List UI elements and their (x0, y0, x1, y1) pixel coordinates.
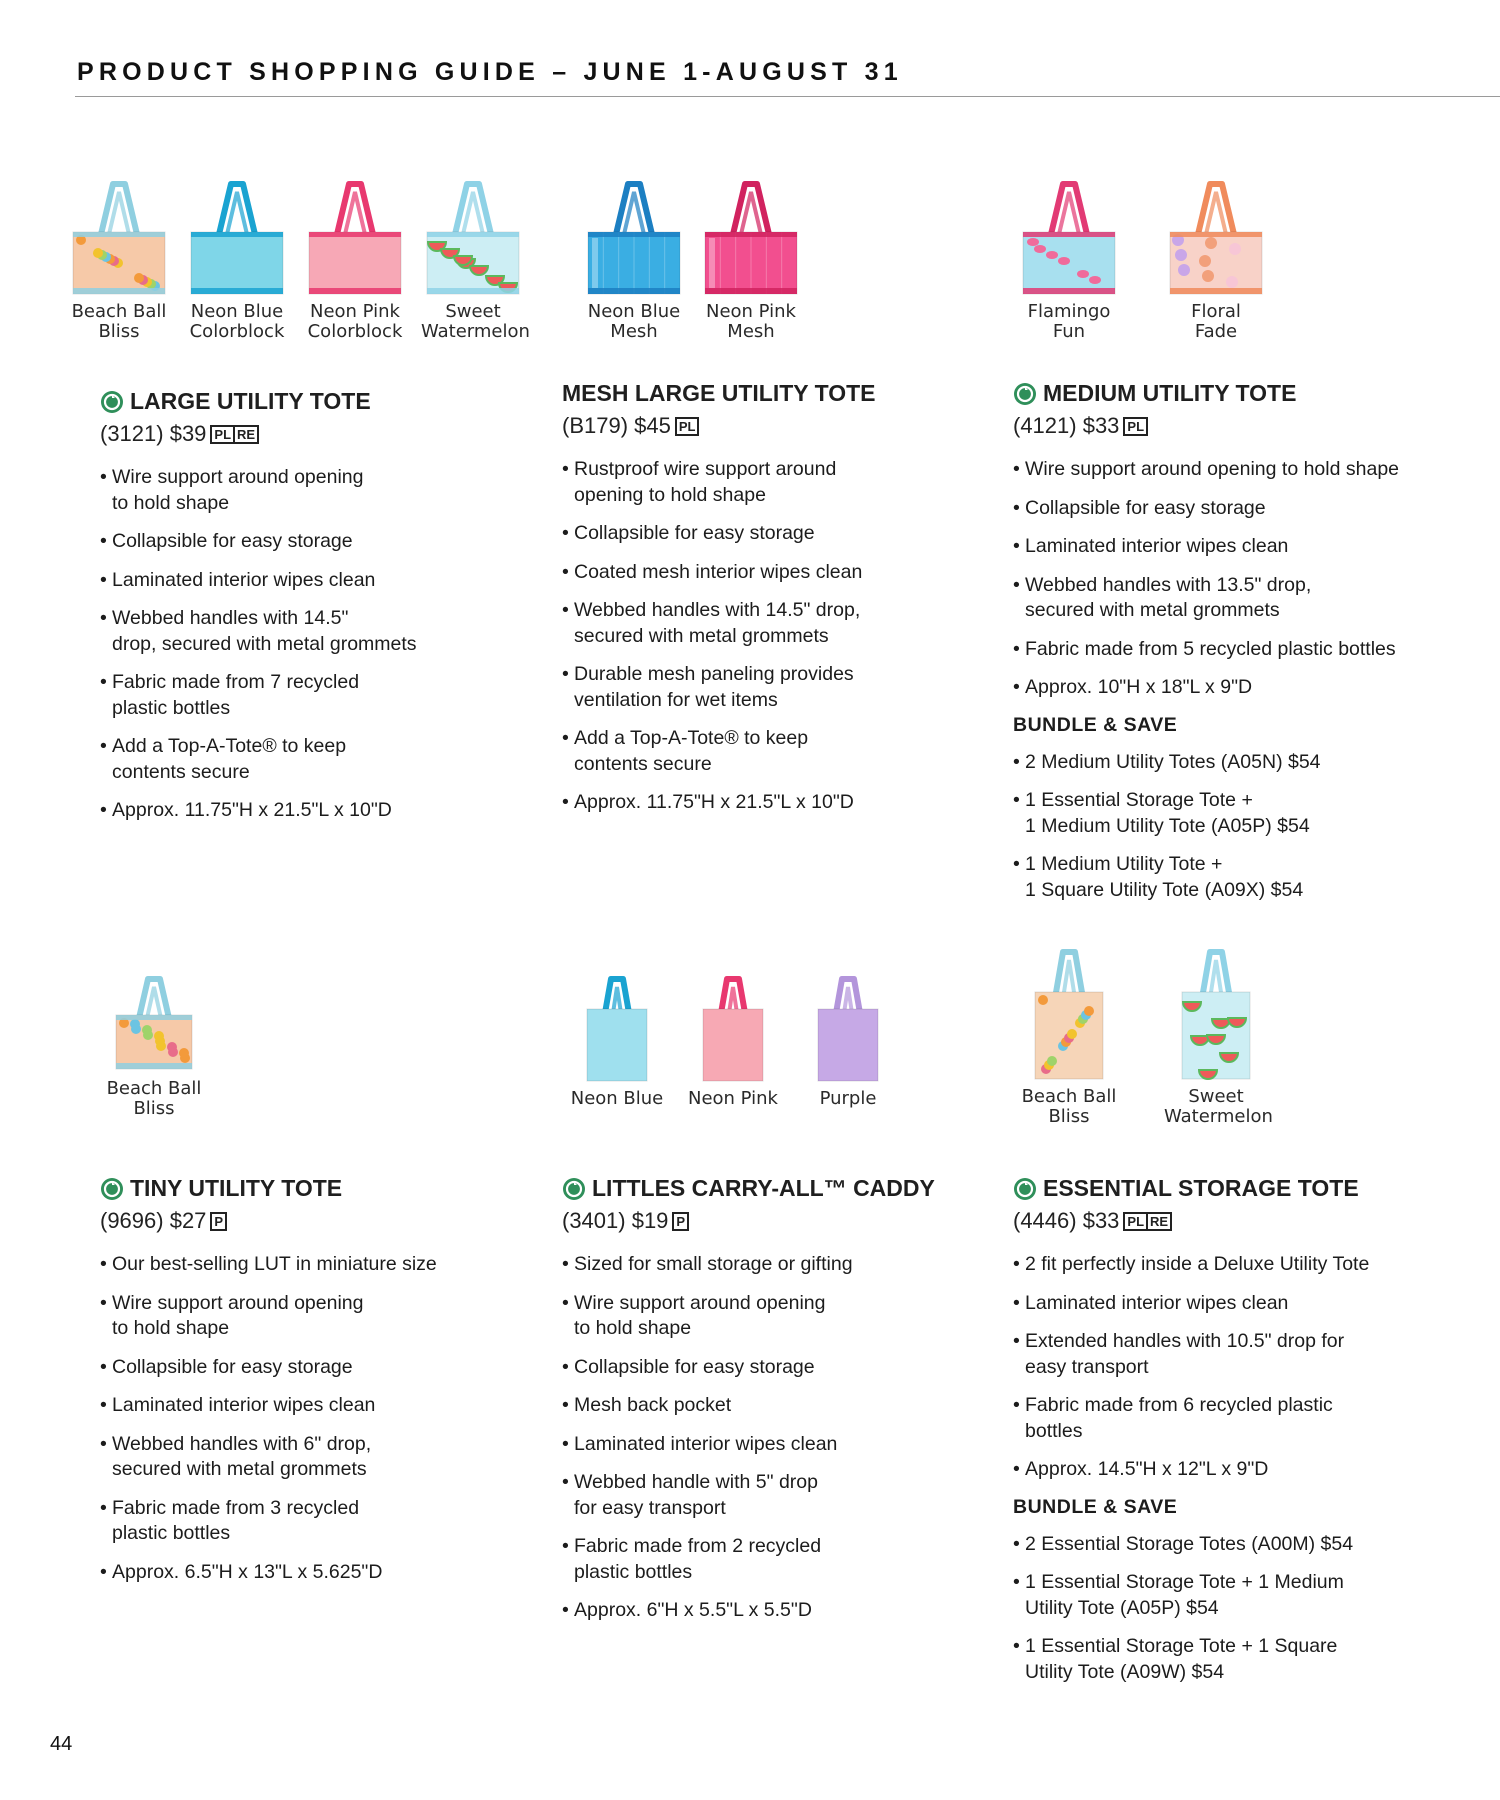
bundle-heading: BUNDLE & SAVE (1013, 713, 1178, 736)
tote-image (1017, 948, 1121, 1083)
product-title (562, 380, 992, 407)
tote-image (1164, 948, 1268, 1083)
product-price-text: (4121) $33 (1013, 413, 1120, 438)
product-code-price (562, 413, 992, 439)
recycle-icon (1013, 382, 1037, 406)
tote-image (699, 180, 803, 298)
feature-item: • Collapsible for easy storage (562, 1355, 992, 1381)
product-swatch[interactable] (67, 180, 171, 342)
badge-group (1125, 1212, 1172, 1231)
feature-item: • Approx. 14.5"H x 12"L x 9"D (1013, 1457, 1443, 1483)
product-title (100, 1175, 530, 1202)
personalization-badge: PL (1123, 417, 1148, 436)
swatch-label: Neon Pink Mesh (706, 301, 796, 342)
feature-list (100, 1252, 530, 1585)
product-price-text: (9696) $27 (100, 1208, 207, 1233)
personalization-badge: PL (675, 417, 700, 436)
tote-image (67, 180, 171, 298)
feature-item: • Fabric made from 6 recycled plastic bottles (1013, 1393, 1443, 1444)
feature-item: • Wire support around opening to hold shape (562, 1291, 992, 1342)
feature-item: • Durable mesh paneling provides ventilation for wet items (562, 662, 992, 713)
feature-item: • Extended handles with 10.5" drop for easy transport (1013, 1329, 1443, 1380)
product-title-text: LITTLES CARRY-ALL™ CADDY (592, 1175, 935, 1201)
product-title-text: ESSENTIAL STORAGE TOTE (1043, 1175, 1359, 1201)
bundle-item: • 2 Medium Utility Totes (A05N) $54 (1013, 750, 1443, 776)
swatch-label: Sweet Watermelon (421, 301, 530, 342)
product-swatch[interactable] (582, 180, 686, 342)
product-price-text: (B179) $45 (562, 413, 671, 438)
product-code-price (100, 421, 530, 447)
personalization-badge: RE (1146, 1212, 1172, 1231)
swatch-label: Neon Blue Colorblock (189, 301, 285, 342)
header-divider (75, 96, 1500, 97)
badge-group (1125, 417, 1148, 436)
feature-list (1013, 457, 1443, 701)
feature-item: • Collapsible for easy storage (1013, 496, 1443, 522)
feature-item: • Approx. 6"H x 5.5"L x 5.5"D (562, 1598, 992, 1624)
product-swatch[interactable] (681, 975, 785, 1109)
bundle-item: • 1 Essential Storage Tote + 1 Square Utility Tote (A09W) $54 (1013, 1634, 1443, 1685)
product-code-price (1013, 413, 1443, 439)
personalization-badge: PL (1123, 1212, 1148, 1231)
bundle-item: • 2 Essential Storage Totes (A00M) $54 (1013, 1532, 1443, 1558)
feature-item: • Mesh back pocket (562, 1393, 992, 1419)
product-title-text: MEDIUM UTILITY TOTE (1043, 380, 1297, 406)
page-number: 44 (50, 1733, 73, 1755)
product-section (1013, 380, 1443, 916)
recycle-icon (1013, 1177, 1037, 1201)
tote-image (565, 975, 669, 1085)
product-section (1013, 1175, 1443, 1698)
tote-image (1017, 180, 1121, 298)
product-code-price (1013, 1208, 1443, 1234)
feature-item: • Wire support around opening to hold shape (100, 1291, 530, 1342)
tote-image (303, 180, 407, 298)
bundle-item: • 1 Medium Utility Tote + 1 Square Utility Tote (A09X) $54 (1013, 852, 1443, 903)
product-price-text: (4446) $33 (1013, 1208, 1120, 1233)
personalization-badge: P (672, 1212, 689, 1231)
personalization-badge: P (210, 1212, 227, 1231)
product-swatch[interactable] (421, 180, 530, 342)
tote-image (102, 975, 206, 1075)
product-swatch[interactable] (102, 975, 206, 1119)
swatch-label: Flamingo Fun (1027, 301, 1111, 342)
product-swatch[interactable] (1164, 180, 1268, 342)
feature-item: • Webbed handles with 14.5" drop, secured with metal grommets (100, 606, 530, 657)
product-code-price (562, 1208, 992, 1234)
feature-item: • 2 fit perfectly inside a Deluxe Utility Tote (1013, 1252, 1443, 1278)
feature-item: • Wire support around opening to hold shape (100, 465, 530, 516)
feature-item: • Approx. 6.5"H x 13"L x 5.625"D (100, 1560, 530, 1586)
bundle-list (1013, 1532, 1443, 1686)
tote-image (681, 975, 785, 1085)
product-swatch[interactable] (1017, 948, 1121, 1127)
feature-item: • Laminated interior wipes clean (1013, 534, 1443, 560)
personalization-badge: RE (233, 425, 259, 444)
product-section (100, 388, 530, 837)
swatch-label: Beach Ball Bliss (106, 1078, 202, 1119)
swatch-label: Floral Fade (1191, 301, 1241, 342)
feature-item: • Webbed handles with 14.5" drop, secured with metal grommets (562, 598, 992, 649)
product-section (100, 1175, 530, 1598)
feature-item: • Laminated interior wipes clean (100, 568, 530, 594)
feature-item: • Approx. 11.75"H x 21.5"L x 10"D (562, 790, 992, 816)
feature-item: • Coated mesh interior wipes clean (562, 560, 992, 586)
swatch-label: Neon Pink Colorblock (307, 301, 403, 342)
recycle-icon (100, 1177, 124, 1201)
feature-item: • Laminated interior wipes clean (1013, 1291, 1443, 1317)
recycle-icon (100, 390, 124, 414)
bundle-item: • 1 Essential Storage Tote + 1 Medium Utility Tote (A05P) $54 (1013, 788, 1443, 839)
tote-image (796, 975, 900, 1085)
product-section (562, 380, 992, 829)
feature-item: • Fabric made from 7 recycled plastic bottles (100, 670, 530, 721)
tote-image (1164, 180, 1268, 298)
feature-item: • Rustproof wire support around opening to hold shape (562, 457, 992, 508)
badge-group (212, 1212, 227, 1231)
badge-group (212, 425, 259, 444)
feature-item: • Our best-selling LUT in miniature size (100, 1252, 530, 1278)
product-title-text: TINY UTILITY TOTE (130, 1175, 343, 1201)
feature-list (100, 465, 530, 824)
product-title (1013, 1175, 1443, 1202)
product-swatch[interactable] (565, 975, 669, 1109)
product-swatch[interactable] (1017, 180, 1121, 342)
feature-item: • Webbed handle with 5" drop for easy transport (562, 1470, 992, 1521)
product-swatch[interactable] (303, 180, 407, 342)
feature-item: • Laminated interior wipes clean (100, 1393, 530, 1419)
feature-item: • Add a Top-A-Tote® to keep contents secure (100, 734, 530, 785)
tote-image (421, 180, 525, 298)
swatch-label: Neon Blue Mesh (587, 301, 681, 342)
feature-item: • Approx. 10"H x 18"L x 9"D (1013, 675, 1443, 701)
page-title: PRODUCT SHOPPING GUIDE – JUNE 1-AUGUST 31 (77, 58, 903, 86)
feature-list (562, 457, 992, 816)
swatch-label: Sweet Watermelon (1164, 1086, 1273, 1127)
swatch-label: Purple (819, 1088, 877, 1109)
feature-item: • Laminated interior wipes clean (562, 1432, 992, 1458)
feature-list (1013, 1252, 1443, 1483)
feature-item: • Webbed handles with 13.5" drop, secured with metal grommets (1013, 573, 1443, 624)
product-section (562, 1175, 992, 1637)
bundle-item: • 1 Essential Storage Tote + 1 Medium Utility Tote (A05P) $54 (1013, 1570, 1443, 1621)
product-title (562, 1175, 992, 1202)
product-code-price (100, 1208, 530, 1234)
feature-item: • Fabric made from 2 recycled plastic bottles (562, 1534, 992, 1585)
tote-image (582, 180, 686, 298)
feature-list (562, 1252, 992, 1624)
feature-item: • Collapsible for easy storage (100, 529, 530, 555)
feature-item: • Collapsible for easy storage (100, 1355, 530, 1381)
product-swatch[interactable] (185, 180, 289, 342)
feature-item: • Webbed handles with 6" drop, secured with metal grommets (100, 1432, 530, 1483)
recycle-icon (562, 1177, 586, 1201)
feature-item: • Wire support around opening to hold shape (1013, 457, 1443, 483)
swatch-label: Beach Ball Bliss (1021, 1086, 1117, 1127)
product-price-text: (3121) $39 (100, 421, 207, 446)
badge-group (677, 417, 700, 436)
feature-item: • Fabric made from 3 recycled plastic bottles (100, 1496, 530, 1547)
swatch-label: Neon Pink (688, 1088, 778, 1109)
swatch-label: Neon Blue (570, 1088, 664, 1109)
product-swatch[interactable] (699, 180, 803, 342)
product-price-text: (3401) $19 (562, 1208, 669, 1233)
personalization-badge: PL (210, 425, 235, 444)
feature-item: • Approx. 11.75"H x 21.5"L x 10"D (100, 798, 530, 824)
bundle-list (1013, 750, 1443, 904)
feature-item: • Sized for small storage or gifting (562, 1252, 992, 1278)
product-title (1013, 380, 1443, 407)
feature-item: • Collapsible for easy storage (562, 521, 992, 547)
tote-image (185, 180, 289, 298)
product-title-text: MESH LARGE UTILITY TOTE (562, 380, 876, 406)
product-swatch[interactable] (796, 975, 900, 1109)
feature-item: • Add a Top-A-Tote® to keep contents secure (562, 726, 992, 777)
bundle-heading: BUNDLE & SAVE (1013, 1495, 1178, 1518)
feature-item: • Fabric made from 5 recycled plastic bottles (1013, 637, 1443, 663)
product-swatch[interactable] (1164, 948, 1273, 1127)
product-title-text: LARGE UTILITY TOTE (130, 388, 371, 414)
product-title (100, 388, 530, 415)
badge-group (674, 1212, 689, 1231)
swatch-label: Beach Ball Bliss (71, 301, 167, 342)
